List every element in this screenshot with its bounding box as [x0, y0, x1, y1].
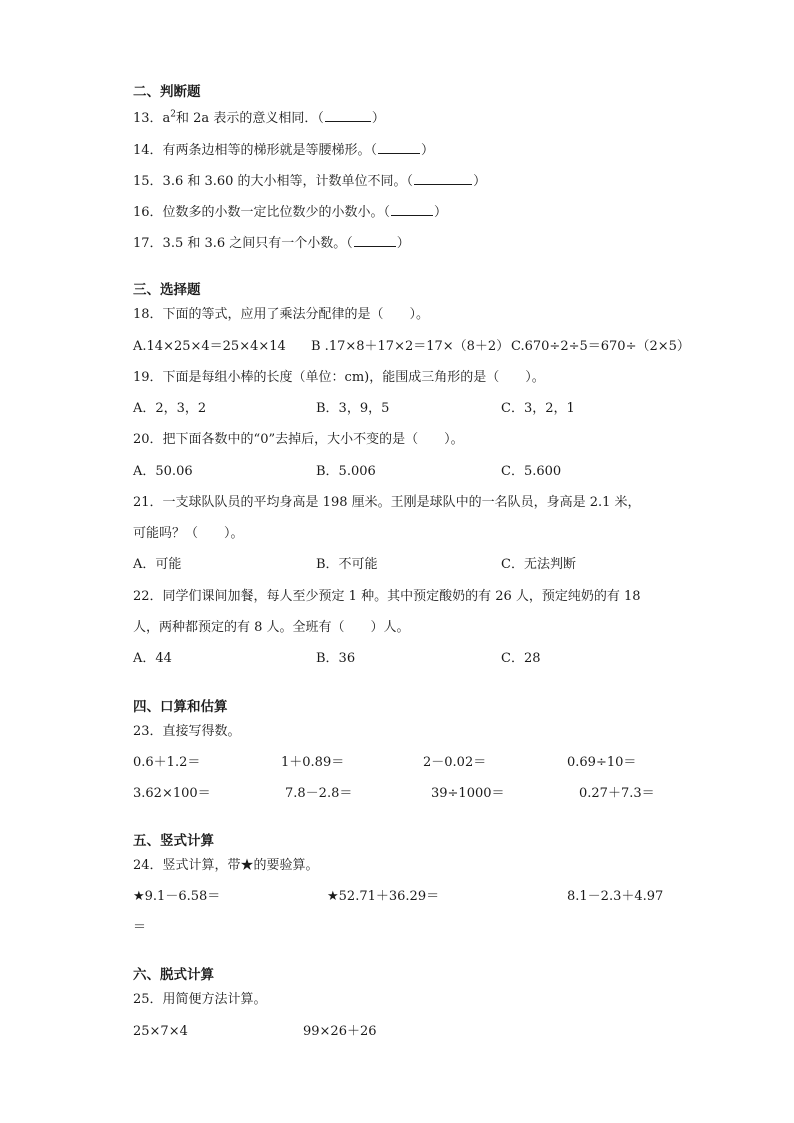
option-21-b[interactable]: B．不可能 [316, 557, 378, 572]
superscript: 2 [170, 109, 177, 120]
option-19-a[interactable]: A．2，3，2 [133, 401, 207, 416]
section-heading-oral: 四、口算和估算 [133, 699, 228, 715]
oral-item: 0.69÷10＝ [567, 755, 637, 770]
oral-item: 7.8－2.8＝ [285, 786, 353, 801]
paren-close: ） [434, 205, 448, 220]
paren-close: ） [396, 236, 410, 251]
section-heading-derivation: 六、脱式计算 [133, 967, 214, 983]
question-25-stem: 25．用简便方法计算。 [133, 992, 267, 1007]
option-19-b[interactable]: B．3，9，5 [316, 401, 390, 416]
option-18-c[interactable]: C.670÷2÷5＝670÷（2×5） [511, 339, 690, 354]
section-heading-vertical: 五、竖式计算 [133, 833, 214, 849]
option-18-b[interactable]: B .17×8＋17×2＝17×（8＋2） [311, 339, 510, 354]
question-text: 13．a [133, 111, 171, 126]
derivation-item: 99×26＋26 [303, 1024, 377, 1039]
section-heading-judge: 二、判断题 [133, 84, 201, 100]
option-22-a[interactable]: A．44 [133, 651, 172, 666]
option-22-c[interactable]: C．28 [501, 651, 541, 666]
oral-item: 39÷1000＝ [431, 786, 505, 801]
option-20-c[interactable]: C．5.600 [501, 464, 562, 479]
oral-item: 3.62×100＝ [133, 786, 211, 801]
question-20-stem: 20．把下面各数中的“0”去掉后，大小不变的是（ ）。 [133, 432, 464, 447]
vertical-item-wrap: ＝ [133, 920, 147, 935]
paren-close: ） [421, 143, 435, 158]
question-18-stem: 18．下面的等式，应用了乘法分配律的是（ ）。 [133, 307, 430, 322]
paren-close: ） [473, 174, 487, 189]
question-16 [133, 203, 447, 221]
vertical-item: 8.1－2.3＋4.97 [567, 889, 664, 904]
oral-item: 2－0.02＝ [423, 755, 487, 770]
answer-blank[interactable] [378, 141, 420, 154]
answer-blank[interactable] [325, 109, 371, 122]
answer-blank[interactable] [354, 234, 396, 247]
question-21-stem-line1: 21．一支球队队员的平均身高是 198 厘米。王刚是球队中的一名队员，身高是 2.1 米， [133, 495, 641, 510]
option-21-c[interactable]: C．无法判断 [501, 557, 576, 572]
option-18-a[interactable]: A.14×25×4＝25×4×14 [133, 339, 286, 354]
paren-close: ） [371, 111, 385, 126]
section-heading-choice: 三、选择题 [133, 282, 201, 298]
question-22-stem-line2: 人，两种都预定的有 8 人。全班有（ ）人。 [133, 620, 410, 635]
option-20-a[interactable]: A．50.06 [133, 464, 193, 479]
vertical-item: ★52.71＋36.29＝ [327, 889, 440, 904]
option-21-a[interactable]: A．可能 [133, 557, 182, 572]
question-text: 14．有两条边相等的梯形就是等腰梯形。（ [133, 143, 378, 158]
oral-item: 0.6＋1.2＝ [133, 755, 201, 770]
question-19-stem: 19．下面是每组小棒的长度（单位：cm)，能围成三角形的是（ ）。 [133, 370, 545, 385]
question-text: 17．3.5 和 3.6 之间只有一个小数。（ [133, 236, 353, 251]
option-22-b[interactable]: B．36 [316, 651, 356, 666]
answer-blank[interactable] [391, 203, 433, 216]
question-23-stem: 23．直接写得数。 [133, 724, 241, 739]
question-13 [133, 109, 385, 127]
question-text: 和 2a 表示的意义相同．（ [176, 111, 324, 126]
vertical-item: ★9.1－6.58＝ [133, 889, 221, 904]
question-text: 15．3.6 和 3.60 的大小相等，计数单位不同。（ [133, 174, 414, 189]
derivation-item: 25×7×4 [133, 1024, 188, 1039]
question-24-stem: 24．竖式计算，带★的要验算。 [133, 858, 319, 873]
oral-item: 0.27＋7.3＝ [579, 786, 655, 801]
question-text: 16．位数多的小数一定比位数少的小数小。（ [133, 205, 391, 220]
question-15 [133, 172, 486, 190]
option-19-c[interactable]: C．3，2，1 [501, 401, 575, 416]
option-20-b[interactable]: B．5.006 [316, 464, 376, 479]
oral-item: 1＋0.89＝ [281, 755, 345, 770]
question-22-stem-line1: 22．同学们课间加餐，每人至少预定 1 种。其中预定酸奶的有 26 人，预定纯奶的有 18 [133, 589, 641, 604]
question-17 [133, 234, 410, 252]
question-14 [133, 141, 434, 159]
answer-blank[interactable] [414, 172, 472, 185]
question-21-stem-line2: 可能吗？（ ）。 [133, 526, 244, 541]
